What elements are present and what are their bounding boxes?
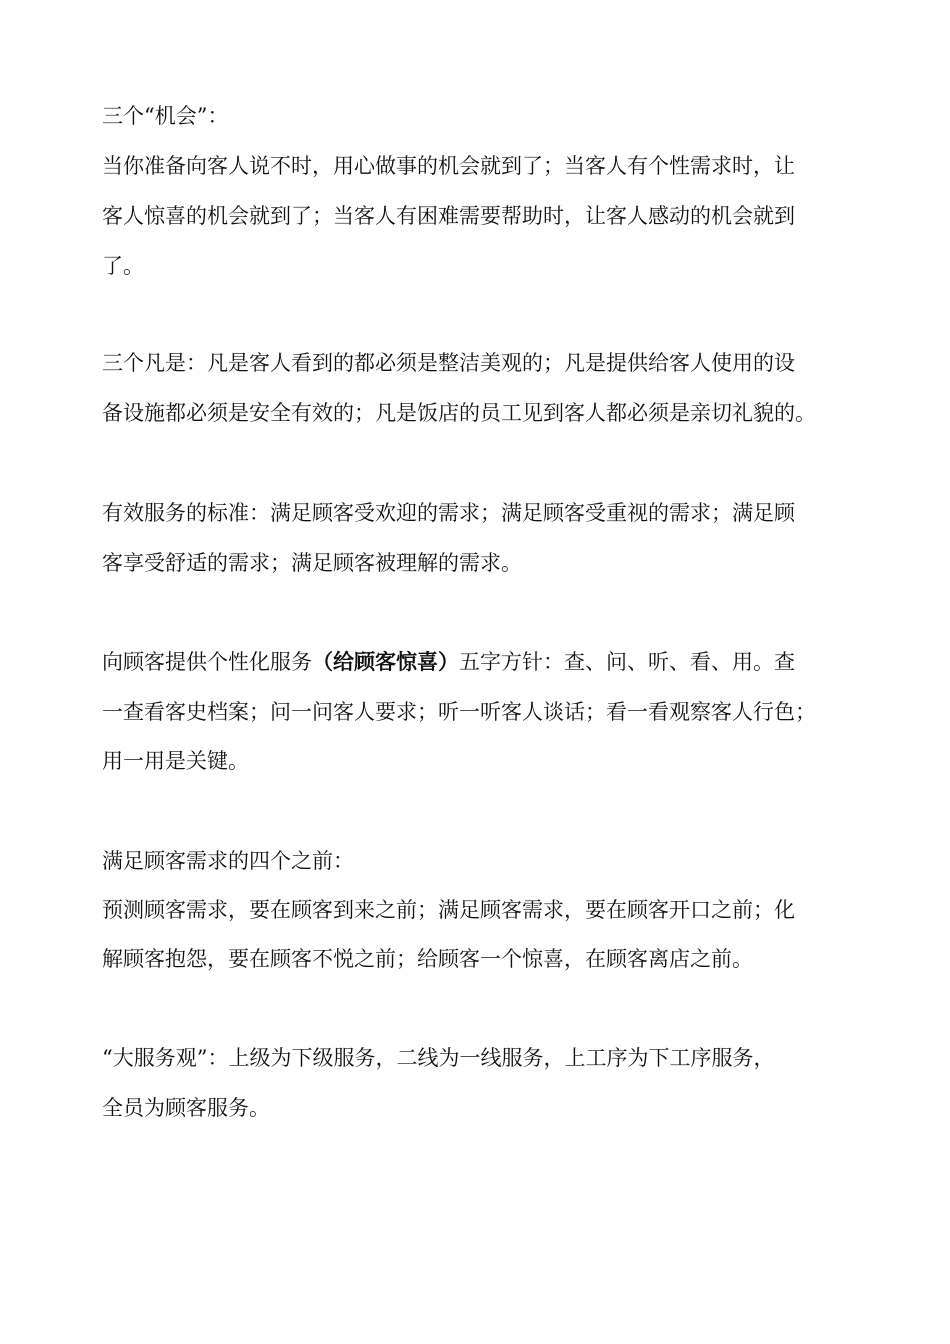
paragraph-line: 当你准备向客人说不时，用心做事的机会就到了；当客人有个性需求时，让 xyxy=(102,154,795,178)
paragraph-line: 全员为顾客服务。 xyxy=(102,1096,270,1120)
paragraph-line: 客享受舒适的需求；满足顾客被理解的需求。 xyxy=(102,551,522,575)
paragraph-line: 了。 xyxy=(102,254,144,278)
paragraph-line: 解顾客抱怨，要在顾客不悦之前；给顾客一个惊喜，在顾客离店之前。 xyxy=(102,947,753,971)
paragraph-line: 三个凡是：凡是客人看到的都必须是整洁美观的；凡是提供给客人使用的设 xyxy=(102,351,795,375)
paragraph-text: 五字方针：查、问、听、看、用。查 xyxy=(459,650,795,674)
paragraph-line: 备设施都必须是安全有效的；凡是饭店的员工见到客人都必须是亲切礼貌的。 xyxy=(102,401,816,425)
paragraph-line: 有效服务的标准：满足顾客受欢迎的需求；满足顾客受重视的需求；满足顾 xyxy=(102,501,795,525)
heading-four-befores: 满足顾客需求的四个之前： xyxy=(102,849,354,873)
paragraph-line: 一查看客史档案；问一问客人要求；听一听客人谈话；看一看观察客人行色； xyxy=(102,700,816,724)
paragraph-line: 客人惊喜的机会就到了；当客人有困难需要帮助时，让客人感动的机会就到 xyxy=(102,204,795,228)
emphasis-text: （给顾客惊喜） xyxy=(312,649,459,674)
heading-three-opportunities: 三个“机会”： xyxy=(102,104,229,128)
paragraph-line: “大服务观”：上级为下级服务，二线为一线服务，上工序为下工序服务， xyxy=(102,1046,775,1070)
paragraph-line: 用一用是关键。 xyxy=(102,749,249,773)
paragraph-line xyxy=(102,649,795,675)
paragraph-text: 向顾客提供个性化服务 xyxy=(102,650,312,674)
paragraph-line: 预测顾客需求，要在顾客到来之前；满足顾客需求，要在顾客开口之前；化 xyxy=(102,898,795,922)
